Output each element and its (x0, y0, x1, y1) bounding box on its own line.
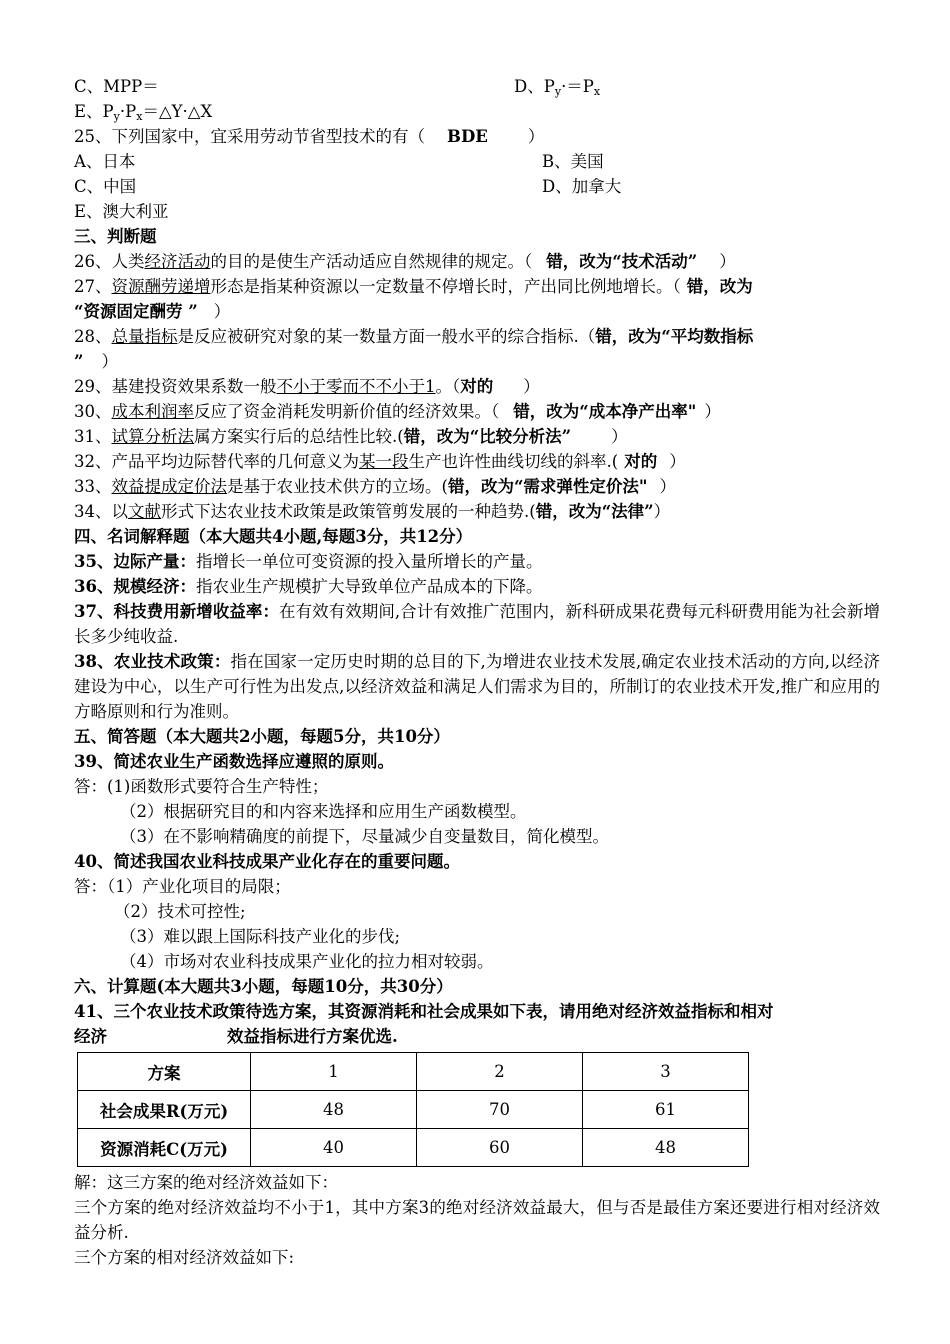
q39-answer-2: （2）根据研究目的和内容来选择和应用生产函数模型。 (120, 802, 527, 821)
q25-option-d: D、加拿大 (542, 177, 622, 196)
table-cell: 40 (251, 1129, 417, 1167)
table-header-cell: 2 (417, 1053, 583, 1091)
q41-question-line1: 41、三个农业技术政策待选方案，其资源消耗和社会成果如下表，请用绝对经济效益指标和相对 (74, 1002, 774, 1021)
table-cell: 48 (583, 1129, 749, 1167)
q25-options-cd (74, 174, 880, 199)
q25-option-a: A、日本 (74, 152, 136, 171)
q26: 26、人类经济活动的目的是使生产活动适应自然规律的规定。（ 错，改为“技术活动” ） (74, 252, 736, 271)
table-row-label: 社会成果R(万元) (78, 1091, 251, 1129)
q24-option-e: E、$P_y\cdot P_x=\triangle Y\cdot\triangle X$ (74, 102, 213, 123)
q39-question: 39、简述农业生产函数选择应遵照的原则。 (74, 752, 394, 771)
q35: 35、边际产量：指增长一单位可变资源的投入量所增长的产量。 (74, 552, 543, 571)
q29: 29、基建投资效果系数一般不小于零而不不小于1。（对的 ） (74, 377, 540, 396)
q40-question: 40、简述我国农业科技成果产业化存在的重要问题。 (74, 852, 460, 871)
q25-option-c: C、中国 (74, 177, 137, 196)
q34: 34、以文献形式下达农业技术政策是政策管剪发展的一种趋势.(错，改为“法律”） (74, 502, 671, 521)
q41-solution-1: 解：这三方案的绝对经济效益如下： (74, 1173, 338, 1192)
q39-answer-1: 答：(1)函数形式要符合生产特性； (74, 777, 329, 796)
table-cell: 48 (251, 1091, 417, 1129)
q27-line2: “资源固定酬劳 ” ） (74, 302, 231, 321)
table-header-cell: 3 (583, 1053, 749, 1091)
q25-answer: BDE (447, 127, 488, 146)
table-row (78, 1091, 749, 1129)
table-cell: 61 (583, 1091, 749, 1129)
q40-answer-2: （2）技术可控性; (114, 902, 246, 921)
q36: 36、规模经济：指农业生产规模扩大导致单位产品成本的下降。 (74, 577, 543, 596)
q41-solution-2: 三个方案的绝对经济效益均不小于1，其中方案3的绝对经济效益最大，但与否是最佳方案还要进行相对经济效益分析. (74, 1198, 880, 1242)
q31: 31、试算分析法属方案实行后的总结性比较.(错，改为“比较分析法” ） (74, 427, 628, 446)
q40-answer-3: （3）难以跟上国际科技产业化的步伐; (120, 927, 401, 946)
q39-answer-3: （3）在不影响精确度的前提下，尽量减少自变量数目，简化模型。 (120, 827, 609, 846)
q28-line2: ” ） (74, 352, 118, 371)
table-cell: 60 (417, 1129, 583, 1167)
section-5-heading: 五、简答题（本大题共2小题，每题5分，共10分） (74, 727, 450, 746)
q41-table (77, 1052, 749, 1167)
table-cell: 70 (417, 1091, 583, 1129)
q32: 32、产品平均边际替代率的几何意义为某一段生产也许性曲线切线的斜率.( 对的 ） (74, 452, 686, 471)
q25-options-ab (74, 149, 880, 174)
table-row (78, 1129, 749, 1167)
q25-option-b: B、美国 (542, 152, 604, 171)
q28-line1: 28、总量指标是反应被研究对象的某一数量方面一般水平的综合指标.（错，改为“平均数指标 (74, 327, 754, 346)
q25-stem: 25、下列国家中，宜采用劳动节省型技术的有（ BDE ） (74, 127, 545, 146)
q30: 30、成本利润率反应了资金消耗发明新价值的经济效果。（ 错，改为“成本净产出率" ） (74, 402, 721, 421)
q24-option-d: D、$P_y\cdot=P_x$ (514, 77, 601, 98)
section-4-heading: 四、名词解释题（本大题共4小题,每题3分，共12分） (74, 527, 473, 546)
q38: 38、农业技术政策：指在国家一定历史时期的总目的下,为增进农业技术发展,确定农业技术活动的方向,以经济建设为中心，以生产可行性为出发点,以经济效益和满足人们需求为目的，所制订的农业技术开发,推广和应用的方略原则和行为准则。 (74, 652, 880, 721)
q33: 33、效益提成定价法是基于农业技术供方的立场。(错，改为“需求弹性定价法" ） (74, 477, 677, 496)
table-header-cell: 方案 (78, 1053, 251, 1091)
q24-option-c: C、MPP＝ (74, 77, 159, 96)
section-3-heading: 三、判断题 (74, 227, 157, 246)
table-header-row (78, 1053, 749, 1091)
q25-option-e: E、澳大利亚 (74, 202, 169, 221)
q41-question-line2: 经济 效益指标进行方案优选. (74, 1027, 398, 1046)
q40-answer-4: （4）市场对农业科技成果产业化的拉力相对较弱。 (120, 952, 494, 971)
q41-solution-3: 三个方案的相对经济效益如下: (74, 1248, 295, 1267)
q24-options-cd (74, 74, 880, 99)
q40-answer-1: 答：（1）产业化项目的局限； (74, 877, 291, 896)
q27-line1: 27、资源酬劳递增形态是指某种资源以一定数量不停增长时，产出同比例地增长。（ 错，改为 (74, 277, 753, 296)
section-6-heading: 六、计算题(本大题共3小题，每题10分，共30分） (74, 977, 453, 996)
document-page (74, 74, 880, 1270)
q37: 37、科技费用新增收益率：在有效有效期间,合计有效推广范围内，新科研成果花费每元科研费用能为社会新增长多少纯收益. (74, 602, 881, 646)
table-header-cell: 1 (251, 1053, 417, 1091)
table-row-label: 资源消耗C(万元) (78, 1129, 251, 1167)
